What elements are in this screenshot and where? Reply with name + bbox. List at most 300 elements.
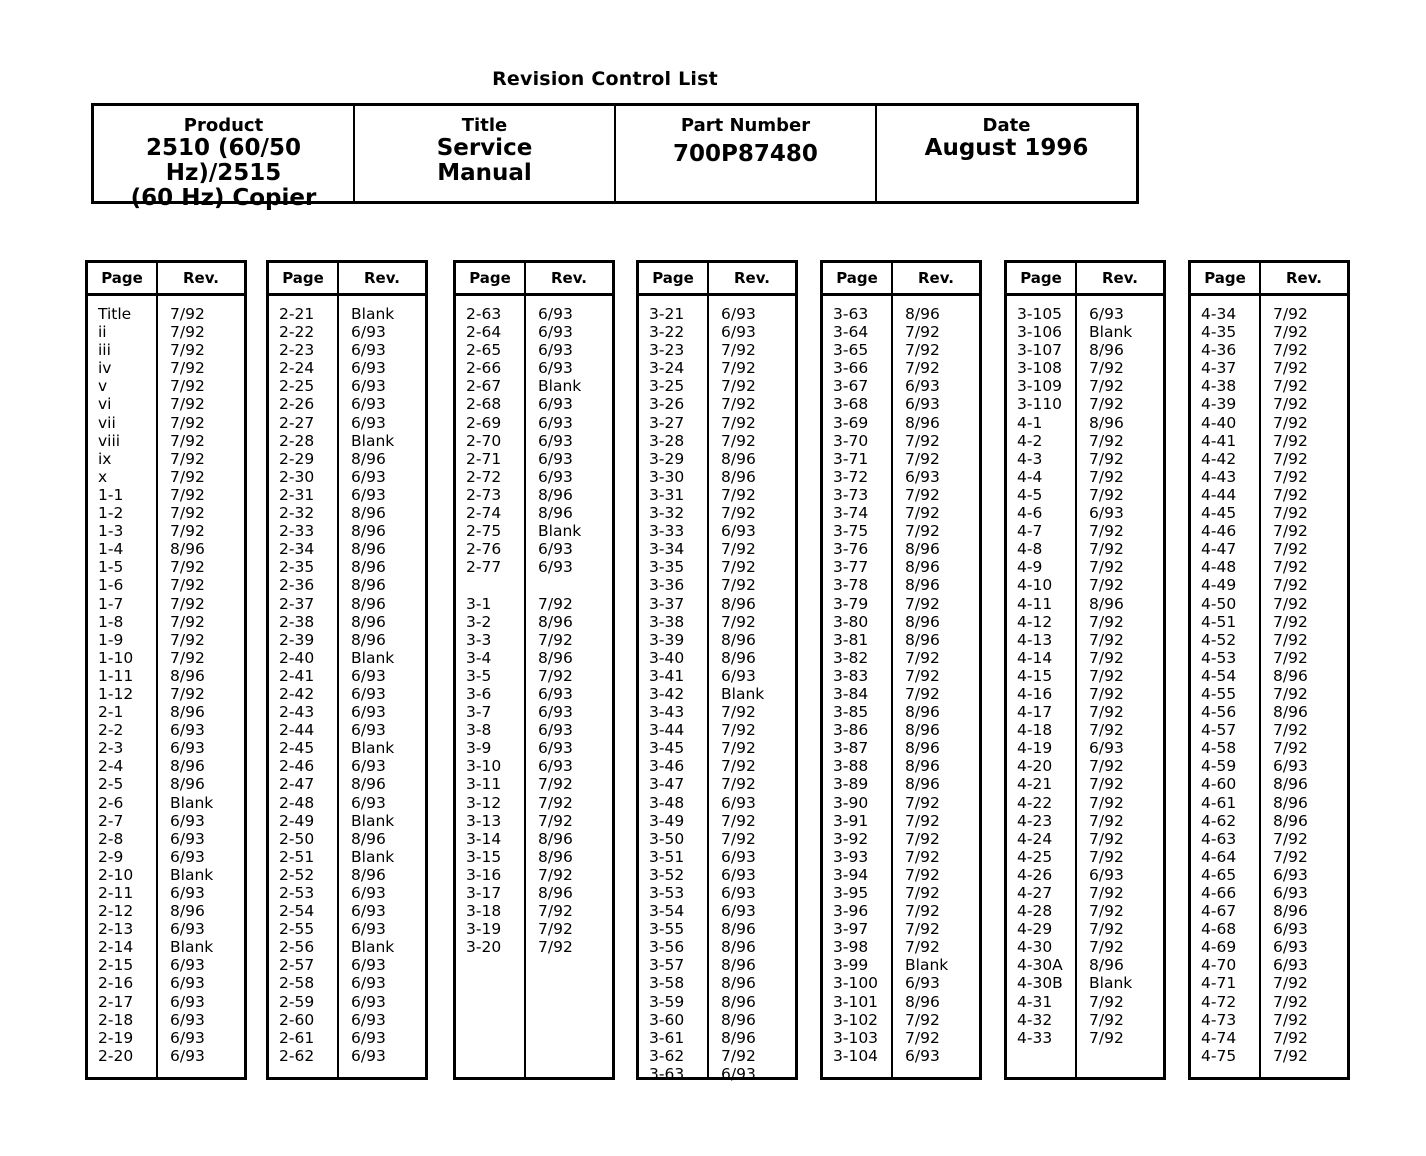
revision-value: Blank [170, 865, 214, 884]
revision-value: 7/92 [1089, 721, 1124, 740]
revision-value: 6/93 [170, 992, 205, 1011]
page-number: 3-78 [833, 576, 869, 595]
page-number: 3-32 [649, 504, 685, 523]
title-cell [355, 106, 616, 201]
page-number: 3-83 [833, 666, 869, 685]
revision-row [1007, 432, 1163, 450]
revision-value: 6/93 [170, 884, 205, 902]
page-number: 3-65 [833, 341, 869, 360]
page-header: Page [836, 269, 878, 287]
revision-value: 6/93 [170, 1028, 205, 1047]
revision-row [456, 450, 612, 468]
page-number: 3-1 [466, 594, 492, 613]
revision-row [823, 377, 979, 395]
revision-row [456, 323, 612, 341]
revision-value: 7/92 [1089, 377, 1124, 396]
revision-row [456, 558, 612, 576]
revision-row [88, 649, 244, 667]
revision-row [1007, 540, 1163, 558]
page-number: 2-23 [279, 341, 315, 360]
page-number: 2-41 [279, 666, 315, 685]
page-number: 2-1 [98, 703, 124, 722]
revision-row [88, 359, 244, 377]
page-number: 3-8 [466, 721, 492, 740]
page-number: 2-38 [279, 612, 315, 631]
page-number: iii [98, 341, 111, 360]
page-number: 3-4 [466, 648, 492, 667]
page-number: 3-69 [833, 413, 869, 432]
revision-row [639, 305, 795, 323]
page-number: 3-110 [1017, 395, 1063, 414]
revision-row [1191, 341, 1347, 359]
page-number: 3-91 [833, 811, 869, 830]
revision-row [88, 812, 244, 830]
revision-row [639, 522, 795, 540]
page-number: 2-25 [279, 377, 315, 396]
revision-column-1 [85, 260, 247, 1080]
revision-row [639, 884, 795, 902]
page-number: 4-68 [1201, 920, 1237, 939]
revision-row [1007, 486, 1163, 504]
revision-value: 8/96 [351, 594, 386, 613]
revision-value: 7/92 [905, 359, 940, 378]
page-number: 3-82 [833, 648, 869, 667]
page-number: 3-9 [466, 739, 492, 758]
revision-value: 7/92 [1273, 739, 1308, 758]
revision-row [1007, 576, 1163, 594]
part-number-value: 700P87480 [673, 141, 818, 167]
revision-value: 6/93 [351, 1046, 386, 1065]
revision-value: 7/92 [721, 341, 756, 360]
revision-row [88, 739, 244, 757]
revision-value: Blank [170, 938, 214, 957]
revision-value: 7/92 [721, 377, 756, 396]
revision-row [1007, 757, 1163, 775]
revision-row [269, 721, 425, 739]
revision-value: 7/92 [1273, 1046, 1308, 1065]
column-header [456, 263, 612, 296]
revision-value: 6/93 [170, 920, 205, 939]
page-number: 3-97 [833, 920, 869, 939]
page-number: 3-96 [833, 902, 869, 921]
revision-row [1007, 631, 1163, 649]
product-line-1: 2510 (60/50 Hz)/2515 [146, 135, 301, 186]
revision-list [88, 305, 244, 1065]
revision-row [456, 504, 612, 522]
revision-row [1191, 920, 1347, 938]
page-number: 4-22 [1017, 793, 1053, 812]
page-number: 2-10 [98, 865, 134, 884]
page-number: 2-43 [279, 703, 315, 722]
revision-row [1191, 884, 1347, 902]
page-number: 3-56 [649, 938, 685, 957]
revision-value: 7/92 [905, 938, 940, 957]
page-number: 1-5 [98, 558, 124, 577]
page-number: 2-4 [98, 757, 124, 776]
revision-row [639, 595, 795, 613]
revision-value: 6/93 [905, 974, 940, 993]
revision-row [823, 468, 979, 486]
revision-value: 6/93 [351, 703, 386, 722]
revision-value: 7/92 [170, 504, 205, 523]
page-number: 4-73 [1201, 1010, 1237, 1029]
page-number: 4-72 [1201, 992, 1237, 1011]
revision-value: 7/92 [1089, 902, 1124, 921]
revision-value: Blank [1089, 323, 1133, 342]
revision-row [269, 1029, 425, 1047]
page-number: 4-63 [1201, 829, 1237, 848]
page-number: 4-19 [1017, 739, 1053, 758]
page-number: 2-54 [279, 902, 315, 921]
revision-value: 6/93 [538, 739, 573, 758]
revision-row [88, 794, 244, 812]
page-number: 4-49 [1201, 576, 1237, 595]
revision-row [456, 812, 612, 830]
revision-row [88, 866, 244, 884]
page-number: viii [98, 431, 121, 450]
revision-row [639, 794, 795, 812]
page-number: 2-30 [279, 467, 315, 486]
revision-value: 6/93 [721, 847, 756, 866]
revision-value: 6/93 [721, 305, 756, 323]
revision-value: 7/92 [170, 467, 205, 486]
revision-row [456, 414, 612, 432]
revision-value: 7/92 [721, 1046, 756, 1065]
revision-row [269, 450, 425, 468]
revision-value: 8/96 [905, 775, 940, 794]
revision-row [1191, 558, 1347, 576]
page-number: 3-23 [649, 341, 685, 360]
page-header: Page [282, 269, 324, 287]
revision-column-4 [636, 260, 798, 1083]
page-number: 3-27 [649, 413, 685, 432]
revision-value: 7/92 [905, 504, 940, 523]
revision-row [1007, 504, 1163, 522]
revision-row [88, 323, 244, 341]
revision-row [456, 866, 612, 884]
page-number: 4-9 [1017, 558, 1043, 577]
revision-value: 6/93 [538, 721, 573, 740]
revision-row [1007, 739, 1163, 757]
rev-header: Rev. [183, 269, 219, 287]
revision-value: 7/92 [1089, 829, 1124, 848]
revision-row [639, 323, 795, 341]
revision-value: 7/92 [905, 594, 940, 613]
revision-row [1191, 902, 1347, 920]
revision-value: 8/96 [538, 829, 573, 848]
revision-row [823, 685, 979, 703]
page-number: 3-60 [649, 1010, 685, 1029]
page-number: Title [98, 305, 132, 323]
page-number: ii [98, 323, 107, 342]
page-number: 3-6 [466, 684, 492, 703]
date-cell [877, 106, 1136, 201]
page-number: 3-81 [833, 630, 869, 649]
revision-value: Blank [905, 956, 949, 975]
revision-value: 7/92 [721, 775, 756, 794]
revision-value: 7/92 [905, 522, 940, 541]
revision-row [1007, 866, 1163, 884]
revision-row [1191, 739, 1347, 757]
revision-row [823, 993, 979, 1011]
revision-row [639, 739, 795, 757]
page-number: 2-60 [279, 1010, 315, 1029]
revision-value: 8/96 [1089, 594, 1124, 613]
page-number: 3-106 [1017, 323, 1063, 342]
revision-value: 7/92 [721, 612, 756, 631]
revision-value: 7/92 [1273, 992, 1308, 1011]
rev-header: Rev. [551, 269, 587, 287]
page-number: 4-18 [1017, 721, 1053, 740]
page-number: 4-8 [1017, 540, 1043, 559]
page-number: 2-21 [279, 305, 315, 323]
revision-row [1191, 359, 1347, 377]
revision-row [269, 558, 425, 576]
revision-value: 6/93 [351, 956, 386, 975]
revision-value: 7/92 [1273, 341, 1308, 360]
page-number: v [98, 377, 108, 396]
page-number: 3-40 [649, 648, 685, 667]
revision-row [639, 649, 795, 667]
page-number: 3-71 [833, 449, 869, 468]
revision-row [639, 703, 795, 721]
revision-row [1007, 450, 1163, 468]
revision-row [823, 414, 979, 432]
page-header: Page [1020, 269, 1062, 287]
page-number: 2-39 [279, 630, 315, 649]
revision-value: 6/93 [538, 431, 573, 450]
revision-row [823, 522, 979, 540]
column-header [823, 263, 979, 296]
revision-row [823, 395, 979, 413]
page-number: 2-75 [466, 522, 502, 541]
revision-value: 6/93 [351, 684, 386, 703]
page-number: 4-42 [1201, 449, 1237, 468]
revision-value: 7/92 [905, 341, 940, 360]
revision-row [269, 649, 425, 667]
revision-list [269, 305, 425, 1065]
page-number: 3-89 [833, 775, 869, 794]
revision-value: 8/96 [170, 666, 205, 685]
revision-row [639, 468, 795, 486]
revision-row [1191, 1011, 1347, 1029]
revision-value: 7/92 [1273, 449, 1308, 468]
revision-row [639, 848, 795, 866]
page-number: 3-63 [649, 1064, 685, 1083]
page-number: 4-25 [1017, 847, 1053, 866]
revision-row [1007, 775, 1163, 793]
revision-value: 7/92 [1273, 594, 1308, 613]
revision-value: 6/93 [1273, 884, 1308, 902]
revision-value: 7/92 [1089, 1028, 1124, 1047]
page-number: 3-36 [649, 576, 685, 595]
revision-value: 7/92 [1273, 721, 1308, 740]
revision-value: 7/92 [1273, 1010, 1308, 1029]
page-number: 3-30 [649, 467, 685, 486]
revision-value: 6/93 [351, 920, 386, 939]
revision-value: 7/92 [721, 757, 756, 776]
revision-row [1191, 993, 1347, 1011]
page-number: 4-15 [1017, 666, 1053, 685]
page-number: 2-61 [279, 1028, 315, 1047]
revision-value: 7/92 [1089, 576, 1124, 595]
revision-row [456, 739, 612, 757]
page-number: 4-46 [1201, 522, 1237, 541]
revision-row [456, 359, 612, 377]
revision-value: 7/92 [538, 920, 573, 939]
page-number: 3-87 [833, 739, 869, 758]
page-number: 1-4 [98, 540, 124, 559]
page-number: 4-33 [1017, 1028, 1053, 1047]
revision-value: 6/93 [351, 359, 386, 378]
product-label: Product [183, 115, 264, 136]
page-number: vi [98, 395, 112, 414]
revision-row [456, 884, 612, 902]
revision-row [1007, 938, 1163, 956]
page-number: 4-55 [1201, 684, 1237, 703]
page-number: 4-24 [1017, 829, 1053, 848]
revision-value: 7/92 [1273, 395, 1308, 414]
revision-value: Blank [351, 847, 395, 866]
revision-row [88, 703, 244, 721]
page-number: 3-29 [649, 449, 685, 468]
revision-row [269, 956, 425, 974]
page-number: 4-40 [1201, 413, 1237, 432]
page-number: 2-31 [279, 485, 315, 504]
revision-row [823, 450, 979, 468]
revision-value: 6/93 [538, 558, 573, 577]
page-number: 2-56 [279, 938, 315, 957]
page-number: 1-3 [98, 522, 124, 541]
revision-row [269, 576, 425, 594]
revision-value: 7/92 [170, 431, 205, 450]
revision-row [88, 993, 244, 1011]
revision-value: 7/92 [721, 703, 756, 722]
revision-value: 7/92 [905, 1028, 940, 1047]
revision-row [88, 595, 244, 613]
revision-value: 7/92 [1089, 612, 1124, 631]
revision-value: 6/93 [538, 341, 573, 360]
page-number: 3-34 [649, 540, 685, 559]
revision-row [1191, 974, 1347, 992]
revision-value: 6/93 [351, 757, 386, 776]
revision-value: 7/92 [1273, 323, 1308, 342]
revision-value: 7/92 [905, 1010, 940, 1029]
page-number: 4-13 [1017, 630, 1053, 649]
revision-value: Blank [351, 938, 395, 957]
revision-value: 7/92 [905, 829, 940, 848]
revision-row [823, 613, 979, 631]
revision-value: 7/92 [905, 884, 940, 902]
page-number: 3-99 [833, 956, 869, 975]
page-number: 2-32 [279, 504, 315, 523]
page-number: 3-24 [649, 359, 685, 378]
page-number: 3-90 [833, 793, 869, 812]
revision-value: 7/92 [905, 323, 940, 342]
revision-row [269, 938, 425, 956]
revision-row [1007, 558, 1163, 576]
revision-value: 8/96 [905, 305, 940, 323]
page-number: 3-37 [649, 594, 685, 613]
revision-value: 7/92 [1273, 504, 1308, 523]
revision-row [823, 486, 979, 504]
revision-row [823, 540, 979, 558]
column-header [269, 263, 425, 296]
revision-row [88, 848, 244, 866]
page-number: 3-25 [649, 377, 685, 396]
revision-row [269, 414, 425, 432]
page-number: 3-48 [649, 793, 685, 812]
revision-row [88, 341, 244, 359]
revision-row [1007, 414, 1163, 432]
revision-value: 8/96 [721, 1028, 756, 1047]
revision-row [639, 1047, 795, 1065]
page-number: 3-109 [1017, 377, 1063, 396]
page-number: 3-14 [466, 829, 502, 848]
revision-value: 7/92 [721, 395, 756, 414]
revision-value: 6/93 [721, 323, 756, 342]
page-number: 3-20 [466, 938, 502, 957]
page-number: 3-51 [649, 847, 685, 866]
title-line-2: Manual [437, 160, 532, 186]
revision-value: 7/92 [1089, 992, 1124, 1011]
revision-row [1191, 595, 1347, 613]
revision-row [639, 1029, 795, 1047]
revision-row [1191, 631, 1347, 649]
revision-row [639, 540, 795, 558]
page-number: 1-6 [98, 576, 124, 595]
revision-value: 7/92 [1089, 703, 1124, 722]
revision-row [88, 613, 244, 631]
revision-row [88, 667, 244, 685]
page-number: 2-66 [466, 359, 502, 378]
revision-value: Blank [351, 811, 395, 830]
revision-row [823, 323, 979, 341]
revision-row [456, 595, 612, 613]
date-value: August 1996 [924, 135, 1089, 161]
revision-row [269, 993, 425, 1011]
page-number: 2-52 [279, 865, 315, 884]
revision-row [1007, 395, 1163, 413]
revision-value: Blank [538, 377, 582, 396]
revision-row [269, 685, 425, 703]
page-number: 4-14 [1017, 648, 1053, 667]
page-number: 3-94 [833, 865, 869, 884]
revision-value: 7/92 [721, 431, 756, 450]
revision-row [823, 830, 979, 848]
revision-row [456, 377, 612, 395]
revision-row [823, 974, 979, 992]
page-number: 3-88 [833, 757, 869, 776]
page-number: 2-22 [279, 323, 315, 342]
page-number: 2-76 [466, 540, 502, 559]
page-number: 4-1 [1017, 413, 1043, 432]
page-number: 3-70 [833, 431, 869, 450]
revision-row [456, 649, 612, 667]
revision-value: 8/96 [351, 829, 386, 848]
page-number: 3-5 [466, 666, 492, 685]
page-number: 3-10 [466, 757, 502, 776]
revision-row [1191, 1029, 1347, 1047]
revision-value: 7/92 [1089, 920, 1124, 939]
revision-value: 8/96 [351, 865, 386, 884]
revision-row [1007, 323, 1163, 341]
revision-value: 7/92 [905, 431, 940, 450]
revision-value: 6/93 [170, 956, 205, 975]
page-number: 3-31 [649, 485, 685, 504]
revision-row [1191, 775, 1347, 793]
revision-row [269, 468, 425, 486]
